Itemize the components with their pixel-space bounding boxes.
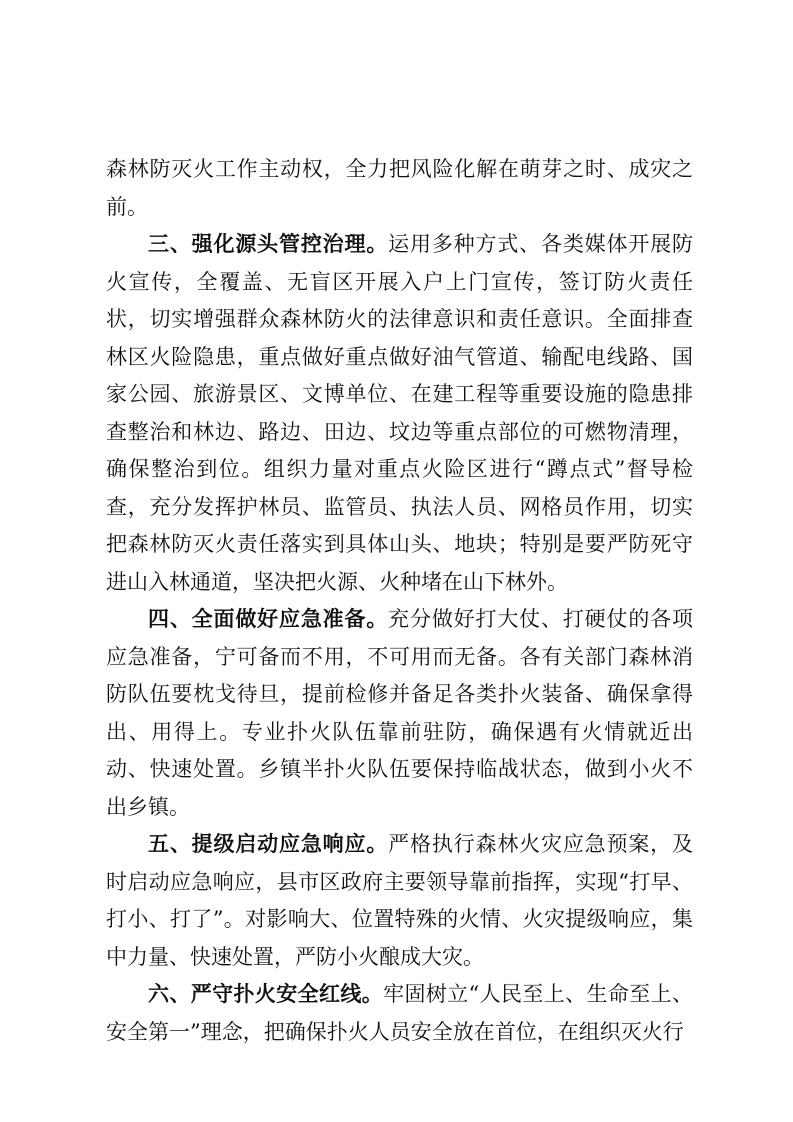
paragraph-text: 牢固树立“人民至上、生命至上、安全第一”理念，把确保扑火人员安全放在首位，在组织灭火行 bbox=[106, 982, 693, 1044]
paragraph-text: 运用多种方式、各类媒体开展防火宣传，全覆盖、无盲区开展入户上门宣传，签订防火责任状，切实增强群众森林防火的法律意识和责任意识。全面排查林区火险隐患，重点做好重点做好油气管道、输配电线路、国家公园、旅游景区、文博单位、在建工程等重要设施的隐患排查整治和林边、路边、田边、坟边等重点部位的可燃物清理，确保整治到位。组织力量对重点火险区进行“蹲点式”督导检查，充分发挥护林员、监管员、执法人员、网格员作用，切实把森林防灭火责任落实到具体山头、地块；特别是要严防死守进山入林通道，坚决把火源、火种堵在山下林外。 bbox=[106, 232, 694, 594]
paragraph-section-4 bbox=[106, 601, 693, 826]
section-heading: 五、提级启动应急响应。 bbox=[148, 832, 389, 856]
section-heading: 三、强化源头管控治理。 bbox=[148, 232, 389, 256]
paragraph-section-5 bbox=[106, 826, 693, 976]
paragraph-section-3 bbox=[106, 226, 693, 601]
document-body bbox=[106, 151, 693, 1051]
paragraph-text: 森林防灭火工作主动权，全力把风险化解在萌芽之时、成灾之前。 bbox=[106, 157, 693, 219]
paragraph-text: 严格执行森林火灾应急预案，及时启动应急响应，县市区政府主要领导靠前指挥，实现“打早、打小、打了”。对影响大、位置特殊的火情、火灾提级响应，集中力量、快速处置，严防小火酿成大灾。 bbox=[106, 832, 694, 969]
paragraph-section-6 bbox=[106, 976, 693, 1051]
paragraph-text: 充分做好打大仗、打硬仗的各项应急准备，宁可备而不用，不可用而无备。各有关部门森林消防队伍要枕戈待旦，提前检修并备足各类扑火装备、确保拿得出、用得上。专业扑火队伍靠前驻防，确保遇有火情就近出动、快速处置。乡镇半扑火队伍要保持临战状态，做到小火不出乡镇。 bbox=[106, 607, 694, 819]
section-heading: 四、全面做好应急准备。 bbox=[148, 607, 389, 631]
paragraph-continuation bbox=[106, 151, 693, 226]
section-heading: 六、严守扑火安全红线。 bbox=[148, 982, 384, 1006]
